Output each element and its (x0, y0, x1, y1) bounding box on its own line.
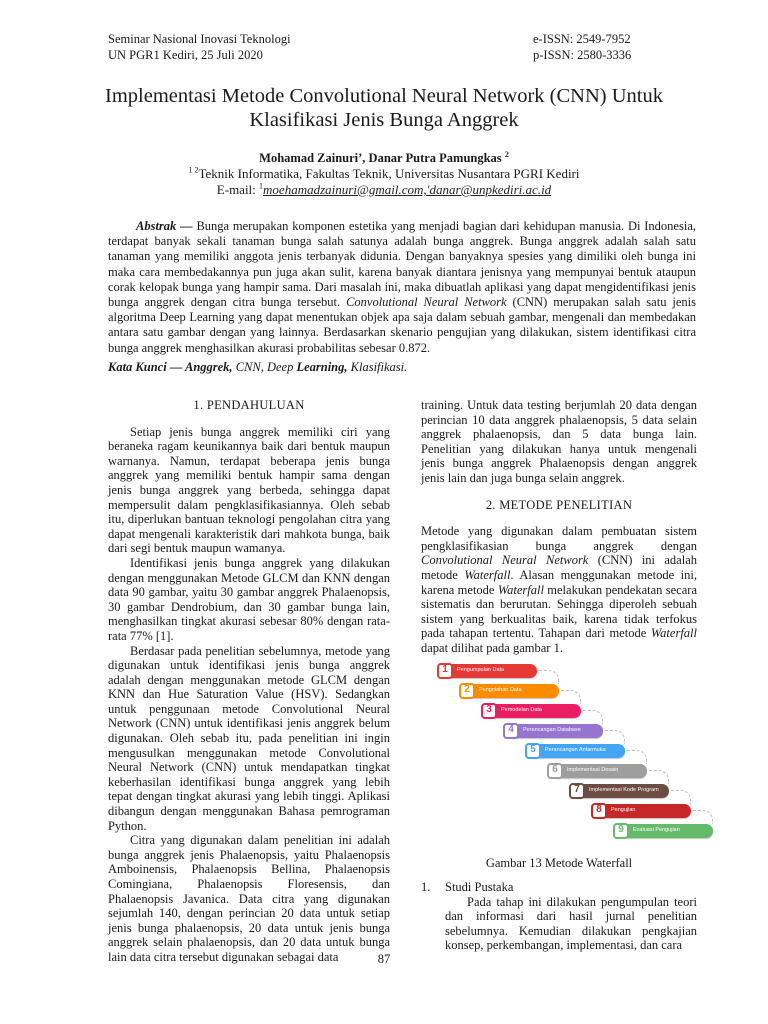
conference-date: UN PGR1 Kediri, 25 Juli 2020 (108, 48, 263, 62)
waterfall-step-label: Pengumpulan Data (457, 667, 505, 674)
section-heading-metode: 2. METODE PENELITIAN (485, 497, 633, 512)
header-right (533, 31, 631, 63)
waterfall-step-label: Perancangan Database (523, 727, 581, 734)
waterfall-step-4 (507, 724, 603, 738)
section-heading-pendahuluan: 1. PENDAHULUAN (193, 398, 305, 412)
waterfall-step-label: Evaluasi Pengujian (633, 827, 680, 834)
waterfall-step-3 (485, 704, 581, 718)
right-column (421, 398, 697, 953)
paragraph: Setiap jenis bunga anggrek memiliki ciri yang beraneka ragam keunikannya baik dari bentuk maupun warnanya. Namun, terdapat beberapa jenis bunga anggrek yang memiliki bentuk hampir sama dengan jenis bunga anggrek yang berbeda, sehingga dapat mempersulit dalam pengklasifikasiannya. Oleh sebab itu, diperlukan bantuan teknologi pengolahan citra yang dapat mengenali karakteristik dari mahkota bunga, baik dari segi bentuk maupun wamanya. (108, 424, 390, 556)
waterfall-step-number: 7 (569, 783, 585, 799)
waterfall-step-label: Pengolahan Data (479, 687, 522, 694)
conference-name: Seminar Nasional Inovasi Teknologi (108, 32, 291, 46)
waterfall-arrow (605, 730, 625, 744)
authors: Mohamad Zainuri’, Danar Putra Pamungkas $^2$ (259, 149, 509, 165)
waterfall-step-label: Perancangan Antarmuka (545, 747, 606, 754)
keywords: Kata Kunci — Anggrek, CNN, Deep Learning, Klasifikasi. (108, 360, 408, 374)
waterfall-step-number: 2 (459, 683, 475, 699)
eissn: e-ISSN: 2549-7952 (533, 32, 631, 46)
paragraph: Pada tahap ini dilakukan pengumpulan teori dan informasi dari hasil jurnal penelitian sebelumnya. Kemudian dilakukan pengkajian konsep, perkembangan, implementasi, dan cara (445, 894, 697, 953)
waterfall-step-number: 4 (503, 723, 519, 739)
waterfall-step-5 (529, 744, 625, 758)
abstract: Abstrak — Bunga merupakan komponen estetika yang menjadi bagian dari kehidupan manusia. Di Indonesia, terdapat banyak sekali tanaman bunga salah satunya adalah bunga anggrek. Bunga anggrek adalah salah satu tanaman yang memiliki anggota jenis terbanyak didunia. Dengan banyaknya spesies yang dimiliki oleh bunga ini maka cara membedakannya pun juga akan sulit, karena banyak diantara jenisnya yang mempunyai bentuk ataupun corak kelopak bunga yang hampir sama. Dari masalah ini, maka dibuatlah aplikasi yang dapat mengidentifikasi jenis bunga anggrek dengan citra bunga tersebut. Convolutional Neural Network (CNN) merupakan salah satu jenis algoritma Deep Learning yang dapat menentukan objek apa saja dalam sebuah gambar, mengenali dan membedakan antara satu gambar dengan yang lainnya. Berdasarkan skenario pengujian yang dilakukan, sistem identifikasi citra bunga anggrek menghasilkan akurasi probabilitas sebesar 0.872. (108, 219, 696, 355)
waterfall-step-number: 5 (525, 743, 541, 759)
list-item: 1. Studi Pustaka (421, 880, 514, 895)
waterfall-arrow (561, 690, 581, 704)
left-column (108, 398, 390, 965)
list-item-title: Studi Pustaka (445, 880, 514, 895)
waterfall-step-1 (441, 664, 537, 678)
waterfall-arrow (649, 770, 669, 784)
waterfall-step-number: 6 (547, 763, 563, 779)
waterfall-step-6 (551, 764, 647, 778)
email-link-1[interactable]: moehamadzainuri@gmail.com, (263, 182, 427, 197)
header-left (108, 31, 291, 63)
waterfall-arrow (627, 750, 647, 764)
paragraph: Metode yang digunakan dalam pembuatan sistem pengklasifikasian bunga anggrek dengan Convolutional Neural Network (CNN) ini adalah metode Waterfall. Alasan menggunakan metode ini, karena metode Waterfall melakukan pendekatan secara sistematis dan berurutan. Sehingga diperoleh sebuah sistem yang berkualitas baik, karena tidak terfokus pada tahapan tertentu. Tahapan dari metode Waterfall dapat dilihat pada gambar 1. (421, 524, 698, 655)
waterfall-step-2 (463, 684, 559, 698)
paragraph: training. Untuk data testing berjumlah 20 data dengan perincian 10 data anggrek phalaenopsis, 5 data selain anggrek phalaenopsis, dan 5 data bunga lain. Penelitian yang dilakukan hanya untuk mengenali jenis bunga anggrek Phalaenopsis dengan anggrek jenis lain dan juga bunga selain anggrek. (421, 398, 697, 485)
waterfall-arrow (693, 810, 713, 824)
email-link-2[interactable]: 'danar@unpkediri.ac.id (426, 182, 552, 197)
waterfall-step-label: Implementasi Desain (567, 767, 619, 774)
waterfall-step-label: Pengujian (611, 807, 636, 814)
waterfall-step-number: 9 (613, 823, 629, 839)
waterfall-arrow (539, 670, 559, 684)
waterfall-step-8 (595, 804, 691, 818)
paragraph: Berdasar pada penelitian sebelumnya, metode yang digunakan untuk identifikasi jenis bunga anggrek adalah dengan menggunakan metode GLCM dengan KNN dan Hue Saturation Value (HSV). Sedangkan untuk penggunaan metode Convolutional Neural Network (CNN) untuk identifikasi jenis anggrek belum digunakan. Oleh sebab itu, pada penelitian ini ingin mengusulkan menggunakan metode Convolutional Neural Network (CNN) untuk mendapatkan tingkat keberhasilan identifikasi bunga anggrek yang lebih tepat dengan tingkat akurasi yang lebih tinggi. Aplikasi dibangun dengan menggunakan Bahasa pemrograman Python. (108, 643, 390, 833)
pissn: p-ISSN: 2580-3336 (533, 48, 632, 62)
waterfall-step-9 (617, 824, 713, 838)
paragraph: Citra yang digunakan dalam penelitian ini adalah bunga anggrek jenis Phalaenopsis, yaitu Phalaenopsis Amboinensis, Phalaenopsis Bellina, Phalaenopsis Comingiana, Phalaenopsis Floresensis, dan Phalaenopsis Javanica. Data citra yang digunakan sejumlah 140, dengan perincian 20 data untuk setiap jenis bunga phalaenopsis, 20 data untuk jenis bunga anggrek selain phalaenopsis, dan 20 data untuk bunga lain data citra tersebut digunakan sebagai data (108, 833, 390, 964)
waterfall-arrow (671, 790, 691, 804)
waterfall-step-number: 1 (437, 663, 453, 679)
waterfall-step-label: Pemodelan Data (501, 707, 542, 714)
paper-title: Implementasi Metode Convolutional Neural Network (CNN) Untuk Klasifikasi Jenis Bunga Anggrek (105, 85, 663, 131)
waterfall-step-7 (573, 784, 669, 798)
waterfall-arrow (583, 710, 603, 724)
waterfall-step-number: 3 (481, 703, 497, 719)
waterfall-step-label: Implementasi Kode Program (589, 787, 659, 794)
email-line: E-mail: $^1$moehamadzainuri@gmail.com,'danar@unpkediri.ac.id (216, 181, 552, 197)
waterfall-figure (421, 660, 697, 850)
paragraph: Identifikasi jenis bunga anggrek yang dilakukan dengan menggunakan Metode GLCM dan KNN dengan data 90 gambar, yaitu 30 gambar anggrek Phalaenopsis, 30 gambar Dendrobium, dan 30 gambar bunga lain, menghasilkan tingkat akurasi sebesar 80% dengan rata-rata 77% [1]. (108, 555, 390, 643)
waterfall-step-number: 8 (591, 803, 607, 819)
figure-caption: Gambar 13 Metode Waterfall (485, 855, 633, 870)
page-number: 87 (377, 952, 391, 966)
affiliation: $^{1 2}$Teknik Informatika, Fakultas Teknik, Universitas Nusantara PGRI Kediri (188, 165, 580, 181)
